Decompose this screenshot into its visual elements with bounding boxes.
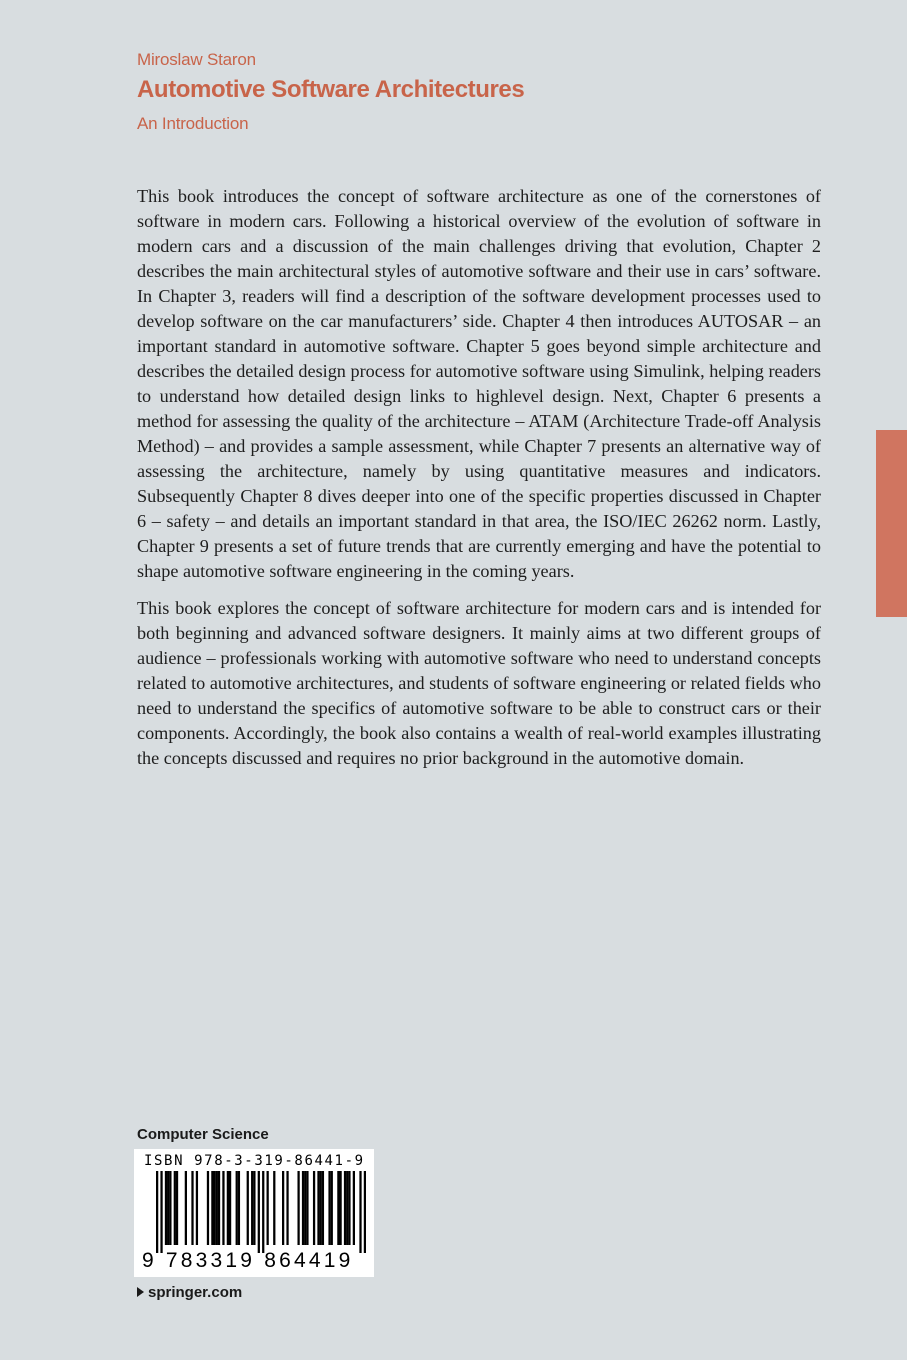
barcode-bar	[238, 1171, 240, 1245]
barcode-bar	[273, 1171, 275, 1245]
isbn-barcode	[134, 1149, 374, 1277]
barcode-bar	[251, 1171, 253, 1245]
barcode-bar	[267, 1171, 269, 1245]
barcode-bar	[322, 1171, 324, 1245]
barcode-bar	[346, 1171, 348, 1245]
arrow-right-icon	[137, 1287, 144, 1297]
book-title: Automotive Software Architectures	[137, 76, 525, 103]
barcode-bar	[176, 1171, 178, 1245]
barcode-bar	[320, 1171, 322, 1245]
side-color-tab	[876, 430, 907, 617]
barcode-bars	[156, 1171, 366, 1253]
barcode-bar	[302, 1171, 304, 1245]
isbn-label: ISBN 978-3-319-86441-9	[144, 1153, 365, 1169]
barcode-bar	[207, 1171, 209, 1245]
barcode-bar	[236, 1171, 238, 1245]
barcode-bar	[258, 1171, 260, 1253]
barcode-bar	[317, 1171, 319, 1245]
barcode-bar	[353, 1171, 355, 1245]
barcode-bar	[167, 1171, 169, 1245]
barcode-bar	[253, 1171, 255, 1245]
barcode-bar	[262, 1171, 264, 1253]
barcode-digits: 9 783319 864419	[142, 1249, 354, 1272]
barcode-bar	[218, 1171, 220, 1245]
website-text: springer.com	[148, 1284, 243, 1301]
barcode-bar	[286, 1171, 288, 1245]
subject-category: Computer Science	[137, 1126, 269, 1143]
barcode-bar	[196, 1171, 198, 1245]
barcode-bar	[160, 1171, 162, 1253]
description-paragraph-1: This book introduces the concept of software architecture as one of the cornerstones of software in modern cars. Following a historical overview of the evolution of software in modern cars and a discussion of the main challenges driving that evolution, Chapter 2 describes the main architectural styles of automotive software and their use in cars’ software. In Chapter 3, readers will find a description of the software development processes used to develop software on the car manufacturers’ side. Chapter 4 then introduces AUTOSAR – an important standard in automotive software. Chapter 5 goes beyond simple architecture and describes the detailed design process for automotive software using Simulink, helping readers to understand how detailed design links to highlevel design. Next, Chapter 6 presents a method for assessing the quality of the architecture – ATAM (Architecture Trade-off Analysis Method) – and provides a sample assessment, while Chapter 7 presents an alternative way of assessing the architecture, namely by using quantitative measures and indicators. Subsequently Chapter 8 dives deeper into one of the specific properties discussed in Chapter 6 – safety – and details an important standard in that area, the ISO/IEC 26262 norm. Lastly, Chapter 9 presents a set of future trends that are currently emerging and have the potential to shape automotive software engineering in the coming years.	[137, 186, 821, 581]
barcode-bar	[328, 1171, 330, 1245]
book-description	[137, 184, 821, 783]
barcode-bar	[282, 1171, 284, 1245]
barcode-bar	[247, 1171, 249, 1245]
barcode-bar	[229, 1171, 231, 1245]
barcode-bar	[313, 1171, 315, 1245]
barcode-bar	[348, 1171, 350, 1245]
barcode-bar	[222, 1171, 224, 1245]
book-subtitle: An Introduction	[137, 114, 249, 133]
barcode-bar	[174, 1171, 176, 1245]
barcode-bar	[359, 1171, 361, 1253]
barcode-bar	[297, 1171, 299, 1245]
barcode-bar	[364, 1171, 366, 1253]
publisher-website	[137, 1284, 242, 1301]
barcode-bar	[337, 1171, 339, 1245]
barcode-bar	[156, 1171, 158, 1253]
barcode-bar	[306, 1171, 308, 1245]
barcode-bar	[216, 1171, 218, 1245]
description-paragraph-2: This book explores the concept of software architecture for modern cars and is intended for both beginning and advanced software designers. It mainly aims at two different groups of audience – professionals working with automotive software who need to understand concepts related to automotive architectures, and students of software engineering or related fields who need to understand the specifics of automotive software to be able to construct cars or their components. Accordingly, the book also contains a wealth of real-world examples illustrating the concepts discussed and requires no prior background in the automotive domain.	[137, 598, 821, 768]
barcode-bar	[191, 1171, 193, 1245]
barcode-bar	[304, 1171, 306, 1245]
author-name: Miroslaw Staron	[137, 50, 256, 69]
barcode-bar	[339, 1171, 341, 1245]
barcode-bar	[331, 1171, 333, 1245]
barcode-bar	[169, 1171, 171, 1245]
barcode-bar	[213, 1171, 215, 1245]
barcode-bar	[165, 1171, 167, 1245]
barcode-bar	[185, 1171, 187, 1245]
barcode-bar	[344, 1171, 346, 1245]
barcode-bar	[227, 1171, 229, 1245]
barcode-bar	[211, 1171, 213, 1245]
